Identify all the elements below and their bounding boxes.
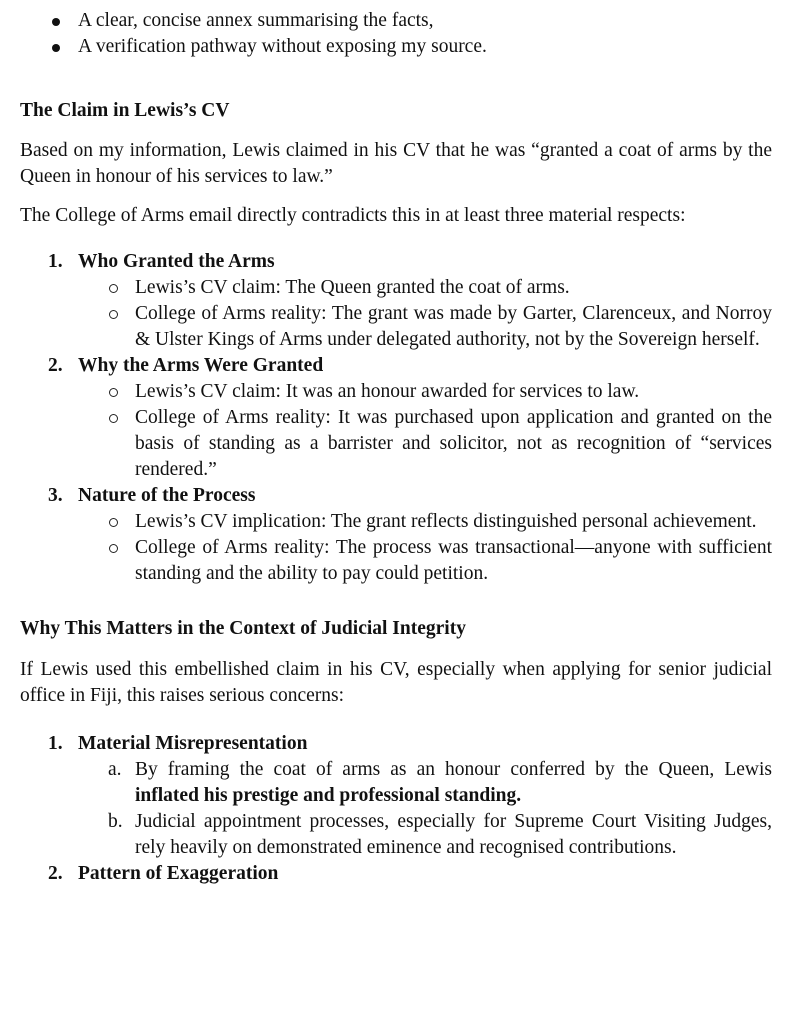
section-heading-judicial-integrity: Why This Matters in the Context of Judicial Integrity — [20, 618, 466, 639]
sub-item — [20, 379, 772, 405]
sub-item-text: College of Arms reality: The process was transactional—anyone with sufficient standing and the ability to pay could petition. — [135, 537, 772, 584]
sub-item-text: College of Arms reality: It was purchased upon application and granted on the basis of standing as a barrister and solicitor, not as recognition of “services rendered.” — [135, 407, 772, 480]
point-title: Who Granted the Arms — [78, 251, 275, 272]
point-number: 2. — [48, 863, 63, 884]
sub-item-letter: a. — [108, 759, 122, 780]
sub-list — [20, 757, 772, 861]
concerns-list — [20, 731, 772, 887]
contradiction-paragraph: The College of Arms email directly contradicts this in at least three material respects: — [20, 205, 686, 226]
bullet-icon — [52, 44, 60, 52]
hollow-bullet-icon — [109, 310, 118, 319]
point-title: Nature of the Process — [78, 485, 256, 506]
contradiction-point — [20, 249, 772, 353]
point-heading — [20, 861, 772, 887]
bullet-item — [20, 8, 772, 34]
sub-item-text: Lewis’s CV implication: The grant reflects distinguished personal achievement. — [135, 511, 757, 532]
intro-bullet-list — [20, 8, 772, 60]
point-title: Why the Arms Were Granted — [78, 355, 324, 376]
point-number: 2. — [48, 355, 63, 376]
bullet-item — [20, 34, 772, 60]
sub-item — [20, 405, 772, 483]
contradiction-point — [20, 353, 772, 483]
hollow-bullet-icon — [109, 518, 118, 527]
section-heading-claim: The Claim in Lewis’s CV — [20, 100, 230, 121]
hollow-bullet-icon — [109, 284, 118, 293]
point-heading — [20, 249, 772, 275]
sub-item — [20, 275, 772, 301]
point-number: 3. — [48, 485, 63, 506]
concern-point — [20, 731, 772, 861]
sub-item-text: Lewis’s CV claim: It was an honour awarded for services to law. — [135, 381, 640, 402]
point-number: 1. — [48, 733, 63, 754]
sub-item — [20, 535, 772, 587]
sub-item-text: Lewis’s CV claim: The Queen granted the coat of arms. — [135, 277, 570, 298]
bullet-text: A clear, concise annex summarising the facts, — [78, 10, 434, 31]
sub-item-text: College of Arms reality: The grant was made by Garter, Clarenceux, and Norroy & Ulster Kings of Arms under delegated authority, not by the Sovereign herself. — [135, 303, 772, 350]
claim-paragraph: Based on my information, Lewis claimed in his CV that he was “granted a coat of arms by the Queen in honour of his services to law.” — [20, 140, 772, 187]
sub-list — [20, 275, 772, 353]
sub-item-text: Judicial appointment processes, especially for Supreme Court Visiting Judges, rely heavily on demonstrated eminence and recognised contributions. — [135, 811, 772, 858]
sub-item — [20, 757, 772, 809]
point-title: Material Misrepresentation — [78, 733, 308, 754]
sub-item — [20, 301, 772, 353]
sub-item-letter: b. — [108, 811, 123, 832]
hollow-bullet-icon — [109, 388, 118, 397]
sub-list — [20, 509, 772, 587]
hollow-bullet-icon — [109, 544, 118, 553]
concern-point — [20, 861, 772, 887]
sub-item — [20, 509, 772, 535]
point-title: Pattern of Exaggeration — [78, 863, 279, 884]
hollow-bullet-icon — [109, 414, 118, 423]
point-heading — [20, 731, 772, 757]
concerns-paragraph: If Lewis used this embellished claim in his CV, especially when applying for senior judicial office in Fiji, this raises serious concerns: — [20, 659, 772, 706]
sub-item-text: By framing the coat of arms as an honour conferred by the Queen, Lewis — [135, 759, 772, 780]
sub-item-emphasis: inflated his prestige and professional standing. — [135, 785, 522, 806]
contradiction-point — [20, 483, 772, 587]
point-number: 1. — [48, 251, 63, 272]
point-heading — [20, 353, 772, 379]
bullet-icon — [52, 18, 60, 26]
sub-list — [20, 379, 772, 483]
point-heading — [20, 483, 772, 509]
contradiction-list — [20, 249, 772, 587]
bullet-text: A verification pathway without exposing my source. — [78, 36, 487, 57]
document-page — [20, 8, 772, 887]
sub-item — [20, 809, 772, 861]
